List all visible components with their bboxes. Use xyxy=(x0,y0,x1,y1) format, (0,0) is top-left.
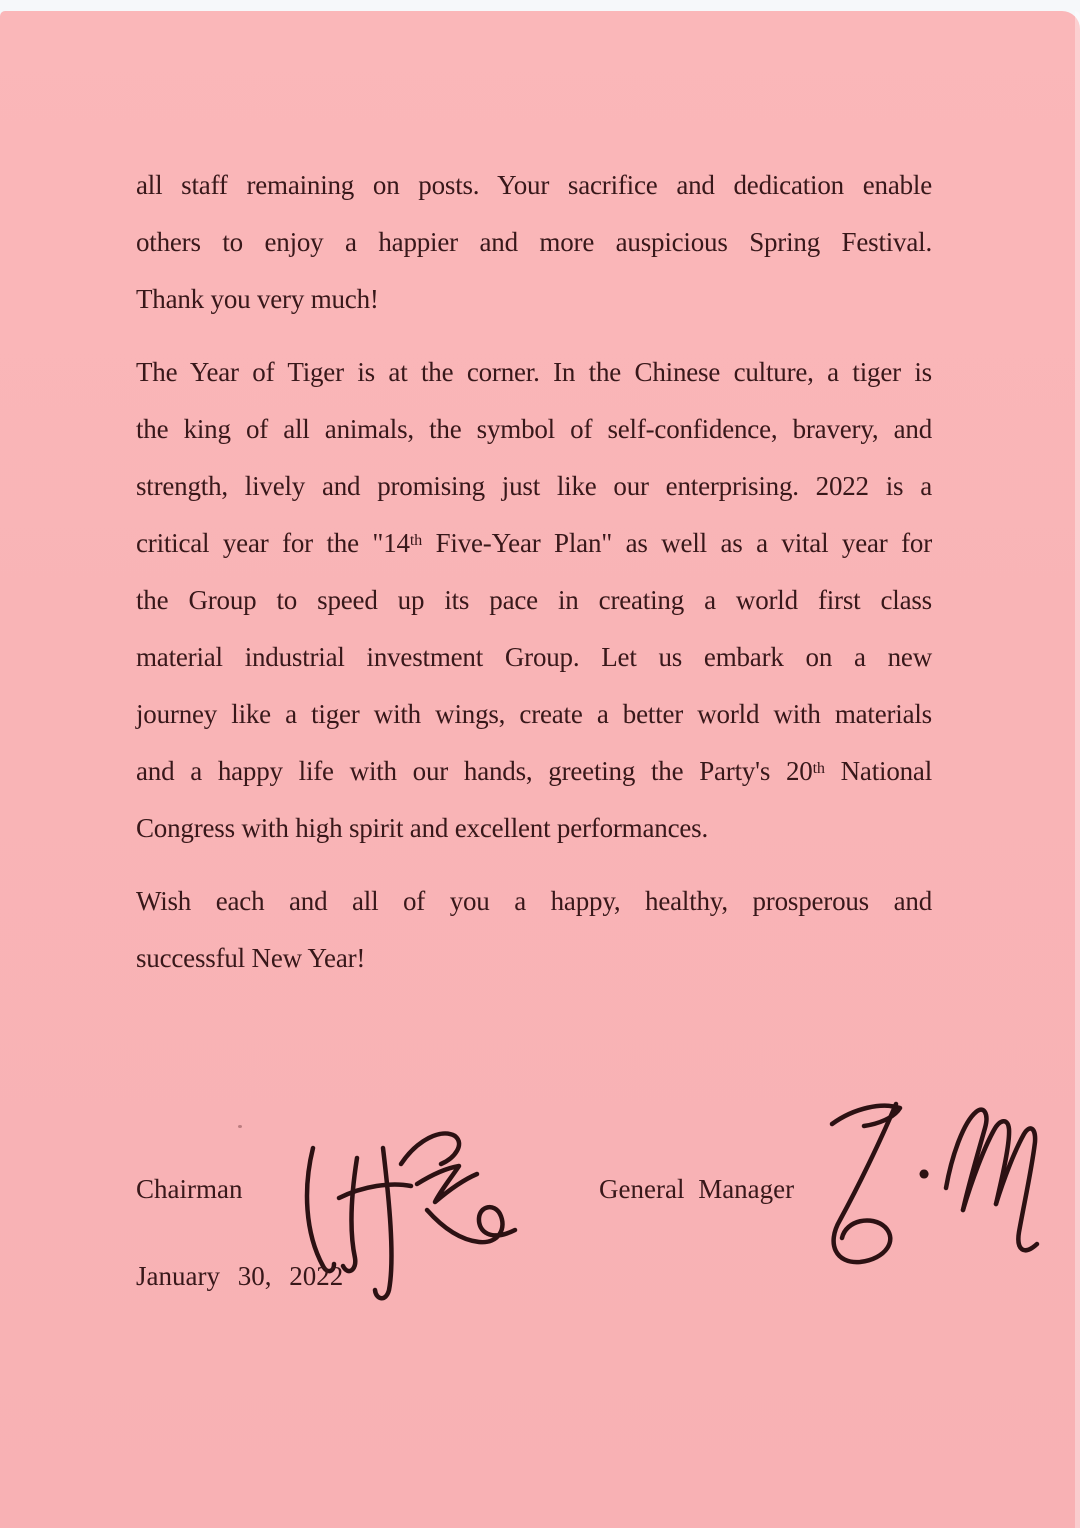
chairman-label: Chairman xyxy=(136,1174,243,1204)
text-line: the Group to speed up its pace in creating a world first class xyxy=(136,585,932,615)
text-line: strength, lively and promising just like our enterprising. 2022 is a xyxy=(136,471,932,501)
text-line: the king of all animals, the symbol of self-confidence, bravery, and xyxy=(136,414,932,444)
letter-date: January 30, 2022 xyxy=(136,1261,344,1291)
pink-letter-paper xyxy=(0,11,1080,1528)
general-manager-signature-icon xyxy=(788,1092,1033,1282)
paragraph xyxy=(136,157,932,328)
text-line: and a happy life with our hands, greeting the Party's 20th National xyxy=(136,756,932,786)
text-line: others to enjoy a happier and more auspicious Spring Festival. xyxy=(136,227,932,257)
text-line: Wish each and all of you a happy, healthy, prosperous and xyxy=(136,886,932,916)
text-line: The Year of Tiger is at the corner. In the Chinese culture, a tiger is xyxy=(136,357,932,387)
paragraph xyxy=(136,873,932,987)
paragraph xyxy=(136,344,932,857)
general-manager-label: General Manager xyxy=(599,1174,795,1204)
text-line: material industrial investment Group. Let us embark on a new xyxy=(136,642,932,672)
text-line: successful New Year! xyxy=(136,943,366,973)
letter-body xyxy=(136,157,932,1003)
text-line: Congress with high spirit and excellent performances. xyxy=(136,813,708,843)
text-line: critical year for the "14th Five-Year Plan" as well as a vital year for xyxy=(136,528,932,558)
text-line: Thank you very much! xyxy=(136,284,379,314)
text-line: journey like a tiger with wings, create a better world with materials xyxy=(136,699,932,729)
paper-speck xyxy=(238,1125,242,1128)
text-line: all staff remaining on posts. Your sacrifice and dedication enable xyxy=(136,170,932,200)
